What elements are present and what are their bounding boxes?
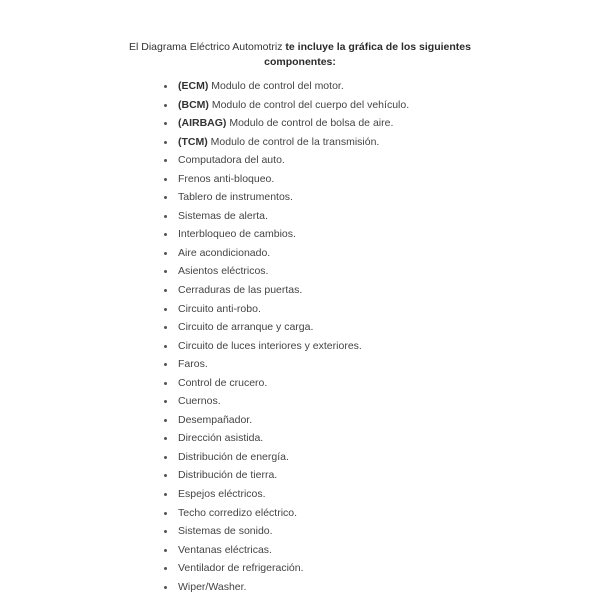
list-item (160, 281, 409, 300)
bullet-icon (164, 326, 167, 329)
list-item (160, 559, 409, 578)
bullet-icon (164, 252, 167, 255)
component-text: Modulo de control del motor. (211, 80, 344, 92)
intro-bold-text: te incluye la gráfica de los siguientes componentes: (264, 41, 471, 68)
bullet-icon (164, 270, 167, 273)
bullet-icon (164, 122, 167, 125)
component-text: Sistemas de sonido. (178, 525, 273, 538)
component-text: Circuito de arranque y carga. (178, 321, 314, 334)
component-code: (AIRBAG) (178, 117, 227, 130)
component-text: Tablero de instrumentos. (178, 191, 293, 204)
bullet-icon (164, 159, 167, 162)
component-text: Modulo de control de la transmisión. (210, 135, 380, 148)
component-text: Interbloqueo de cambios. (178, 228, 296, 241)
component-text: Circuito de luces interiores y exteriores. (178, 339, 362, 352)
bullet-icon (164, 289, 167, 292)
list-item (160, 225, 409, 244)
bullet-icon (164, 474, 167, 477)
bullet-icon (164, 141, 167, 144)
list-item (160, 411, 409, 430)
component-text: Ventanas eléctricas. (178, 543, 272, 556)
component-text: Cerraduras de las puertas. (178, 284, 303, 297)
bullet-icon (164, 493, 167, 496)
bullet-icon (164, 549, 167, 552)
bullet-icon (164, 530, 167, 533)
list-item (160, 300, 409, 319)
bullet-icon (164, 419, 167, 422)
component-text: Ventilador de refrigeración. (178, 562, 304, 575)
bullet-icon (164, 456, 167, 459)
component-text: Cuernos. (178, 395, 221, 408)
component-text: Espejos eléctricos. (178, 488, 266, 501)
list-item (160, 541, 409, 560)
bullet-icon (164, 567, 167, 570)
list-item (160, 188, 409, 207)
component-text: Distribución de energía. (178, 450, 289, 463)
list-item (160, 114, 409, 133)
bullet-icon (164, 308, 167, 311)
list-item (160, 318, 409, 337)
component-text: Desempañador. (178, 413, 253, 426)
component-text: Control de crucero. (178, 376, 268, 389)
list-item (160, 170, 409, 189)
component-text: Modulo de control del cuerpo del vehículo. (211, 98, 410, 111)
bullet-icon (164, 233, 167, 236)
list-item (160, 466, 409, 485)
list-item (160, 337, 409, 356)
bullet-icon (164, 382, 167, 385)
component-code: (BCM) (178, 98, 209, 111)
component-text: Computadora del auto. (178, 154, 285, 167)
bullet-icon (164, 400, 167, 403)
list-item (160, 374, 409, 393)
bullet-icon (164, 215, 167, 218)
list-item (160, 578, 409, 597)
component-text: Faros. (178, 358, 208, 371)
component-text: Dirección asistida. (178, 432, 264, 445)
bullet-icon (164, 437, 167, 440)
list-item (160, 522, 409, 541)
list-item (160, 207, 409, 226)
intro-paragraph (120, 40, 480, 70)
list-item (160, 151, 409, 170)
component-text: Aire acondicionado. (178, 246, 271, 259)
bullet-icon (164, 586, 167, 589)
component-text: Circuito anti-robo. (178, 302, 261, 315)
list-item (160, 133, 409, 152)
list-item (160, 485, 409, 504)
component-text: Frenos anti-bloqueo. (178, 172, 275, 185)
bullet-icon (164, 85, 167, 88)
intro-plain-text: El Diagrama Eléctrico Automotriz (129, 41, 283, 53)
bullet-icon (164, 104, 167, 107)
component-text: Wiper/Washer. (178, 580, 247, 593)
component-text: Modulo de control de bolsa de aire. (229, 117, 394, 130)
list-item (160, 392, 409, 411)
bullet-icon (164, 345, 167, 348)
list-item (160, 262, 409, 281)
bullet-icon (164, 363, 167, 366)
component-text: Sistemas de alerta. (178, 209, 268, 222)
component-text: Distribución de tierra. (178, 469, 278, 482)
list-item (160, 96, 409, 115)
component-list (160, 77, 409, 596)
component-text: Asientos eléctricos. (178, 265, 269, 278)
list-item (160, 77, 409, 96)
component-code: (ECM) (178, 80, 209, 92)
list-item (160, 429, 409, 448)
component-text: Techo corredizo eléctrico. (178, 506, 298, 519)
list-item (160, 448, 409, 467)
component-code: (TCM) (178, 135, 208, 148)
list-item (160, 355, 409, 374)
list-item (160, 504, 409, 523)
bullet-icon (164, 512, 167, 515)
list-item (160, 244, 409, 263)
bullet-icon (164, 196, 167, 199)
bullet-icon (164, 178, 167, 181)
